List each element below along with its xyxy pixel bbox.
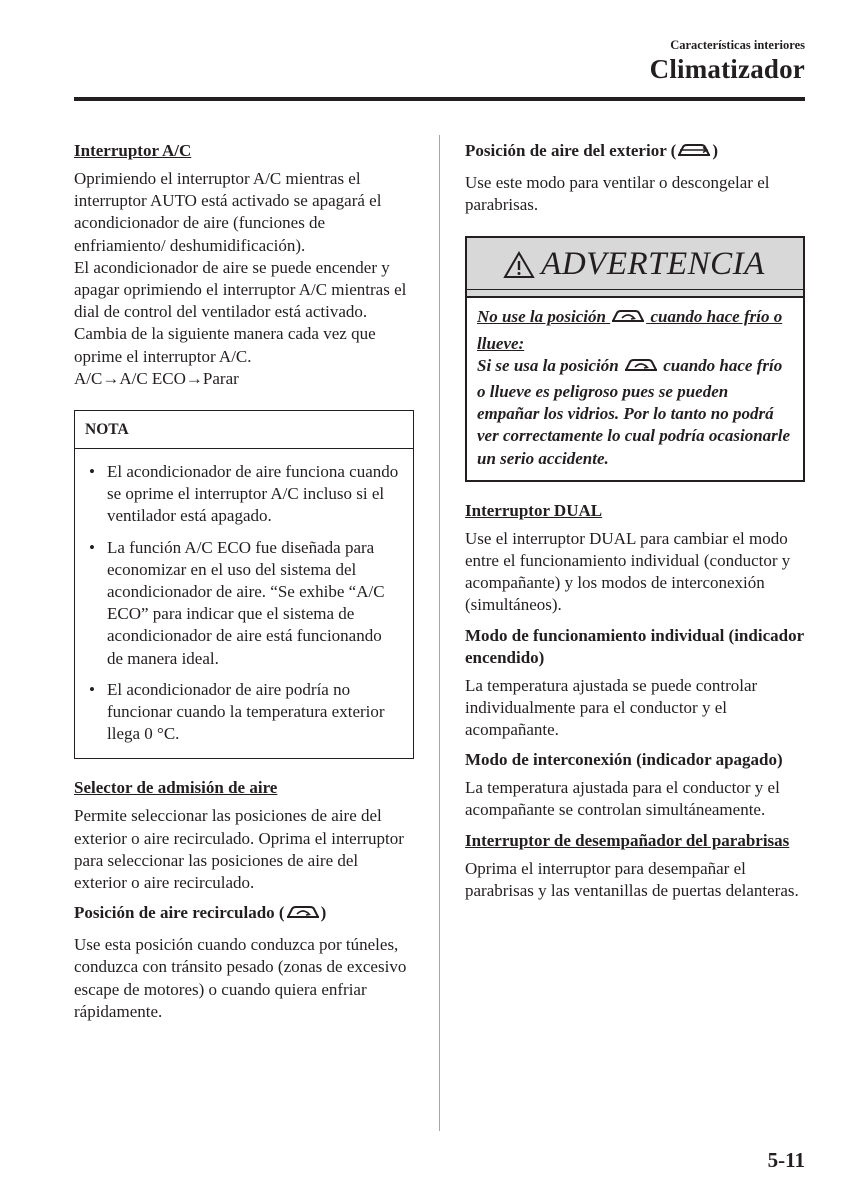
page-number: 5-11 [767,1148,805,1172]
air-intake-heading: Selector de admisión de aire [74,778,278,798]
ac-switch-heading: Interruptor A/C [74,141,192,160]
note-item: • El acondicionador de aire funciona cuando se oprime el interruptor A/C incluso si el ventilador está apagado. [89,462,399,526]
section-label: Características interiores [670,38,805,52]
ac-sequence: A/C→A/C ECO→Parar [74,368,239,388]
individual-mode-heading: Modo de funcionamiento individual (indicador encendido) [465,625,804,667]
note-item: • El acondicionador de aire podría no funcionar cuando la temperatura exterior llega 0 °C. [89,679,385,744]
recirculated-air-icon [623,355,659,381]
outside-air-icon [676,140,712,166]
recirculated-air-icon [285,902,321,928]
recirculated-paragraph: Use esta posición cuando conduzca por túneles, conduzca con tránsito pesado (zonas de excesivo escape de motores) o cuando quiera enfriar rápidamente. [74,935,407,1021]
note-list [75,449,413,758]
note-item: • La función A/C ECO fue diseñada para economizar en el uso del sistema del acondicionador de aire. “Se exhibe “A/C ECO” para indicar que el sistema de acondicionador de aire está funcionando de manera ideal. [89,537,385,668]
warning-line-1: No use la posición cuando hace frío o llueve: [477,307,783,353]
individual-mode-paragraph: La temperatura ajustada se puede controlar individualmente para el conductor y el acompañante. [465,675,758,740]
dual-switch-heading: Interruptor DUAL [465,500,603,520]
bullet-icon: • [89,462,95,482]
warning-header [467,238,803,298]
outside-air-heading: Posición de aire del exterior ( ) [465,140,805,166]
bullet-icon: • [89,537,95,557]
defogger-heading: Interruptor de desempañador del parabrisas [465,830,790,850]
left-column [74,140,414,1023]
recirculated-heading: Posición de aire recirculado ( ) [74,902,414,928]
warning-box [465,236,805,481]
note-box [74,410,414,759]
ac-paragraph-2: El acondicionador de aire se puede encender y apagar oprimiendo el interruptor A/C mientras el dial de control del ventilador está activado. [74,257,407,322]
recirculated-air-icon [610,306,646,332]
ac-paragraph-1: Oprimiendo el interruptor A/C mientras el interruptor AUTO está activado se apagará el acondicionador de aire (funciones de enfriamiento/ deshumidificación). [74,169,382,255]
note-title: NOTA [75,411,413,449]
air-intake-paragraph: Permite seleccionar las posiciones de aire del exterior o aire recirculado. Oprima el interruptor para seleccionar las posiciones de aire del exterior o aire recirculado. [74,806,404,893]
column-divider [439,135,440,1131]
bullet-icon: • [89,679,95,699]
interconnect-mode-heading: Modo de interconexión (indicador apagado) [465,750,783,770]
warning-line-2: Si se usa la posición cuando hace frío o llueve es peligroso pues se pueden empañar los vidrios. Por lo tanto no podrá ver correctamente lo cual podría ocasionarle un serio accidente. [477,355,791,468]
interconnect-mode-paragraph: La temperatura ajustada para el conductor y el acompañante se controlan simultáneamente. [465,778,780,820]
defogger-paragraph: Oprima el interruptor para desempañar el parabrisas y las ventanillas de puertas delanteras. [465,858,799,900]
ac-paragraph-3: Cambia de la siguiente manera cada vez que oprime el interruptor A/C. [74,324,376,366]
outside-air-paragraph: Use este modo para ventilar o descongelar el parabrisas. [465,173,770,215]
warning-body [467,298,803,479]
warning-title: ADVERTENCIA [541,246,765,283]
page-title: Climatizador [649,54,805,84]
header-rule [74,97,805,101]
right-column [465,140,805,902]
dual-paragraph: Use el interruptor DUAL para cambiar el modo entre el funcionamiento individual (conductor y acompañante) y los modos de interconexión (simultáneos). [465,528,791,615]
